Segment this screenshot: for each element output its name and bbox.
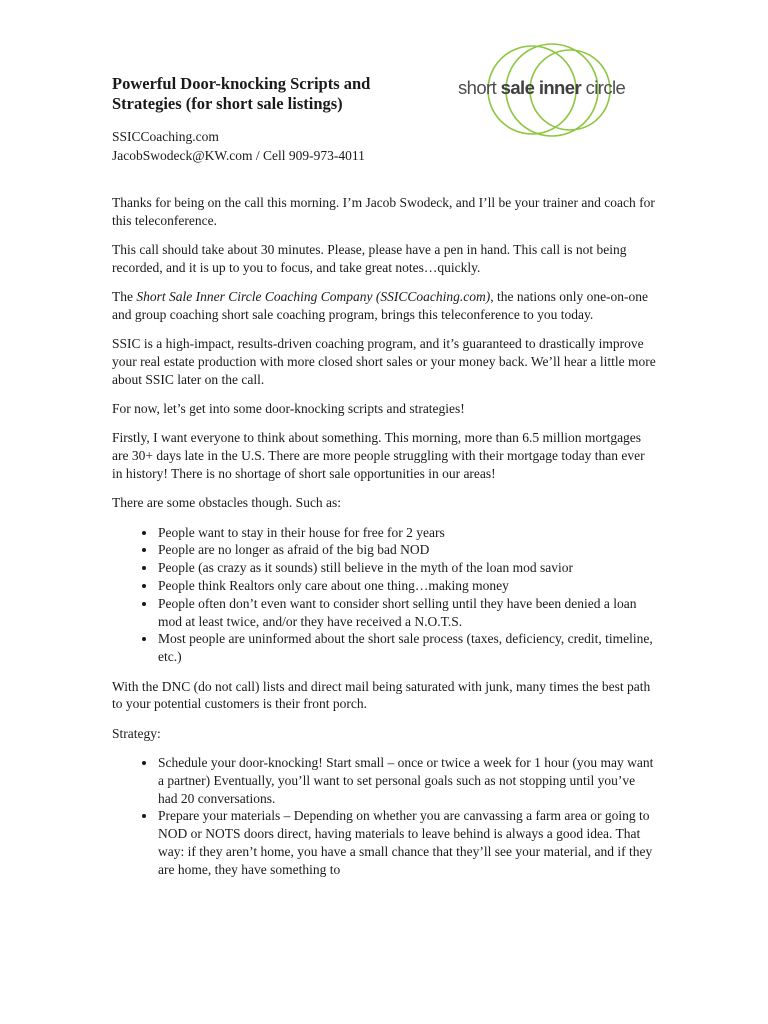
list-item: • People are no longer as afraid of the big bad NOD — [157, 541, 657, 559]
list-item: • Schedule your door-knocking! Start small – once or twice a week for 1 hour (you may want a partner) Eventually, you’ll want to set personal goals such as not stopping until you’ve had 20 conversations. — [157, 754, 657, 807]
list-item: • People want to stay in their house for free for 2 years — [157, 524, 657, 542]
list-item: • People often don’t even want to consider short selling until they have been denied a loan mod at least twice, and/or they have received a N.O.T.S. — [157, 595, 657, 631]
list-item: • People (as crazy as it sounds) still believe in the myth of the loan mod savior — [157, 559, 657, 577]
list-item: • Prepare your materials – Depending on whether you are canvassing a farm area or going to NOD or NOTS doors direct, having materials to leave behind is always a good idea. That way: if they aren’t home, you have a small chance that they’ll see your material, and if they are home, they have something to — [157, 807, 657, 878]
contact-block — [112, 127, 365, 165]
obstacles-list — [112, 524, 657, 666]
list-item: • Most people are uninformed about the short sale process (taxes, deficiency, credit, timeline, etc.) — [157, 630, 657, 666]
paragraph-call-length: This call should take about 30 minutes. Please, please have a pen in hand. This call is not being recorded, and it is up to you to focus, and take great notes…quickly. — [112, 242, 627, 275]
paragraph-ssic: SSIC is a high-impact, results-driven coaching program, and it’s guaranteed to drastically improve your real estate production with more closed short sales or your money back. We’ll hear a little more about SSIC later on the call. — [112, 336, 656, 387]
paragraph-obstacles-intro: There are some obstacles though. Such as: — [112, 495, 342, 511]
document-body — [112, 194, 657, 890]
website-link[interactable]: SSICCoaching.com — [112, 129, 219, 144]
logo-wordmark: short sale inner circle — [458, 77, 626, 98]
company-name: Short Sale Inner Circle Coaching Company (SSICCoaching.com) — [136, 289, 491, 305]
list-item: • People think Realtors only care about one thing…making money — [157, 577, 657, 595]
contact-line: JacobSwodeck@KW.com / Cell 909-973-4011 — [112, 148, 365, 163]
paragraph-statistics: Firstly, I want everyone to think about something. This morning, more than 6.5 million mortgages are 30+ days late in the U.S. There are more people struggling with their mortgage today than ever in history! There is no shortage of short sale opportunities in our areas! — [112, 430, 645, 482]
paragraph-dnc: With the DNC (do not call) lists and direct mail being saturated with junk, many times the best path to your potential customers is their front porch. — [112, 678, 651, 712]
strategies-list — [112, 754, 657, 879]
paragraph-transition: For now, let’s get into some door-knocking scripts and strategies! — [112, 401, 465, 417]
paragraph-company: The Short Sale Inner Circle Coaching Company (SSICCoaching.com), the nations only one-on-one and group coaching short sale coaching program, brings this teleconference to you today. — [112, 289, 649, 322]
paragraph-intro: Thanks for being on the call this morning. I’m Jacob Swodeck, and I’ll be your trainer and coach for this teleconference. — [112, 195, 655, 228]
document-title: Powerful Door-knocking Scripts and Strategies (for short sale listings) — [112, 74, 371, 113]
strategy-heading: Strategy: — [112, 725, 161, 741]
